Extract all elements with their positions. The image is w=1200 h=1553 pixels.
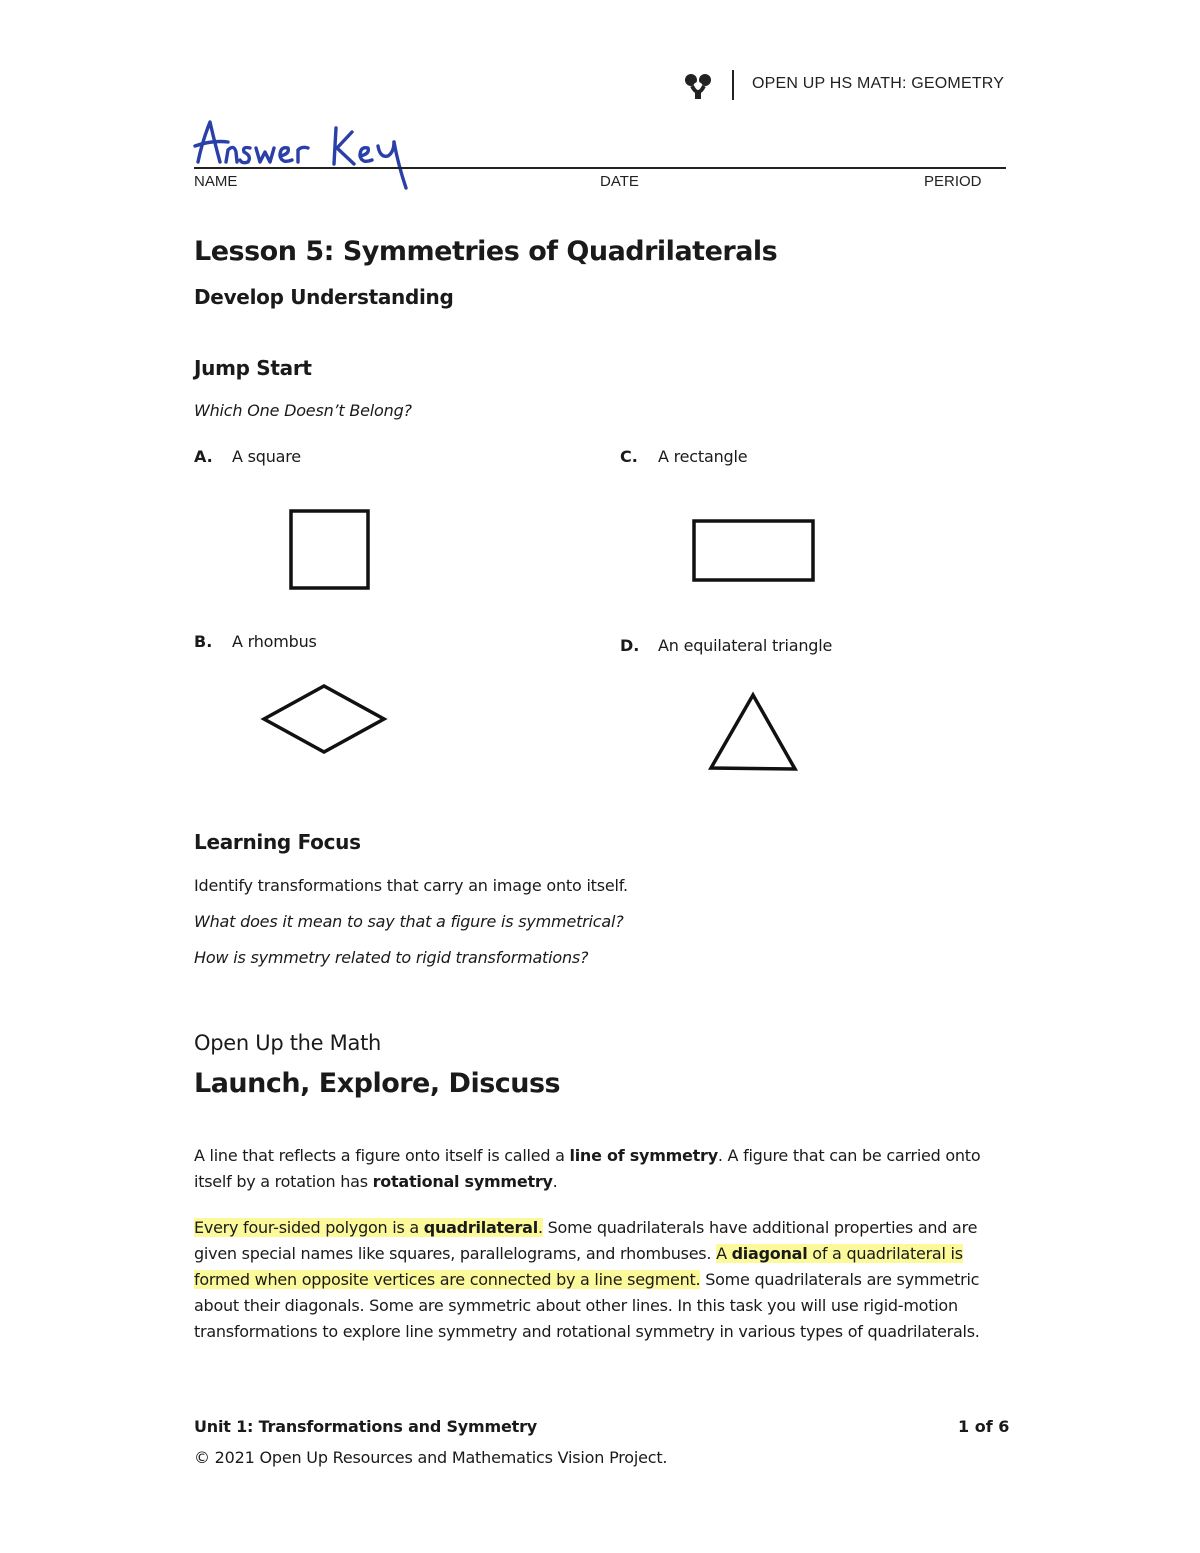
quad-text-2: Some quadrilaterals are symmetric about their diagonals. Some are symmetric about other lines. In this task you will use rigid-motion transformations to explore line symmetry and rotational symmetry in various types of quadrilaterals. [194, 1270, 980, 1341]
quadrilateral-paragraph [194, 1215, 1009, 1345]
footer-copyright: © 2021 Open Up Resources and Mathematics Vision Project. [194, 1448, 668, 1467]
term-diagonal: diagonal [731, 1244, 808, 1263]
term-line-of-symmetry: line of symmetry [569, 1146, 718, 1165]
learning-focus-statement: Identify transformations that carry an image onto itself. [194, 876, 628, 895]
period-label: PERIOD [924, 173, 982, 190]
intro-text-2: . A figure that can be carried onto itself by a rotation has [194, 1146, 981, 1191]
option-b-text: A rhombus [232, 632, 317, 651]
name-label: NAME [194, 173, 238, 190]
header-divider [732, 70, 734, 100]
square-shape [288, 508, 372, 592]
option-d-letter: D. [620, 636, 640, 655]
highlight-quadrilateral-definition [194, 1218, 543, 1237]
quad-text-1: Some quadrilaterals have additional properties and are given special names like squares, parallelograms, and rhombuses. [194, 1218, 978, 1263]
option-c-letter: C. [620, 447, 638, 466]
rectangle-shape [691, 518, 817, 584]
term-quadrilateral: quadrilateral [423, 1218, 538, 1237]
learning-focus-question-1: What does it mean to say that a figure is symmetrical? [194, 912, 624, 931]
launch-explore-discuss-heading: Launch, Explore, Discuss [194, 1068, 561, 1099]
handwriting-text: Answer Key [192, 112, 198, 113]
triangle-shape [706, 690, 800, 774]
course-title: OPEN UP HS MATH: GEOMETRY [752, 75, 1005, 92]
footer-page-number: 1 of 6 [958, 1417, 1010, 1436]
diag-def-start: A [716, 1244, 732, 1263]
intro-paragraph [194, 1143, 1009, 1195]
jump-start-heading: Jump Start [194, 356, 312, 380]
option-d-text: An equilateral triangle [658, 636, 833, 655]
lesson-title: Lesson 5: Symmetries of Quadrilaterals [194, 236, 778, 267]
diag-def-text: of a quadrilateral is formed when opposite vertices are connected by a line segment. [194, 1244, 963, 1289]
rhombus-shape [260, 682, 388, 756]
option-c-text: A rectangle [658, 447, 748, 466]
open-up-heading: Open Up the Math [194, 1031, 382, 1055]
intro-text-3: . [552, 1172, 558, 1191]
term-rotational-symmetry: rotational symmetry [372, 1172, 553, 1191]
quad-def-text: Every four-sided polygon is a [194, 1218, 424, 1237]
footer-unit: Unit 1: Transformations and Symmetry [194, 1417, 537, 1436]
quad-def-end: . [537, 1218, 543, 1237]
open-up-logo-icon [681, 70, 715, 100]
name-date-period-rule [194, 167, 1006, 169]
option-a-letter: A. [194, 447, 213, 466]
lesson-subtitle: Develop Understanding [194, 285, 454, 309]
jump-start-prompt: Which One Doesn’t Belong? [194, 401, 412, 420]
option-b-letter: B. [194, 632, 213, 651]
learning-focus-heading: Learning Focus [194, 830, 361, 854]
intro-text-1: A line that reflects a figure onto itself is called a [194, 1146, 570, 1165]
date-label: DATE [600, 173, 639, 190]
option-a-text: A square [232, 447, 301, 466]
learning-focus-question-2: How is symmetry related to rigid transformations? [194, 948, 589, 967]
